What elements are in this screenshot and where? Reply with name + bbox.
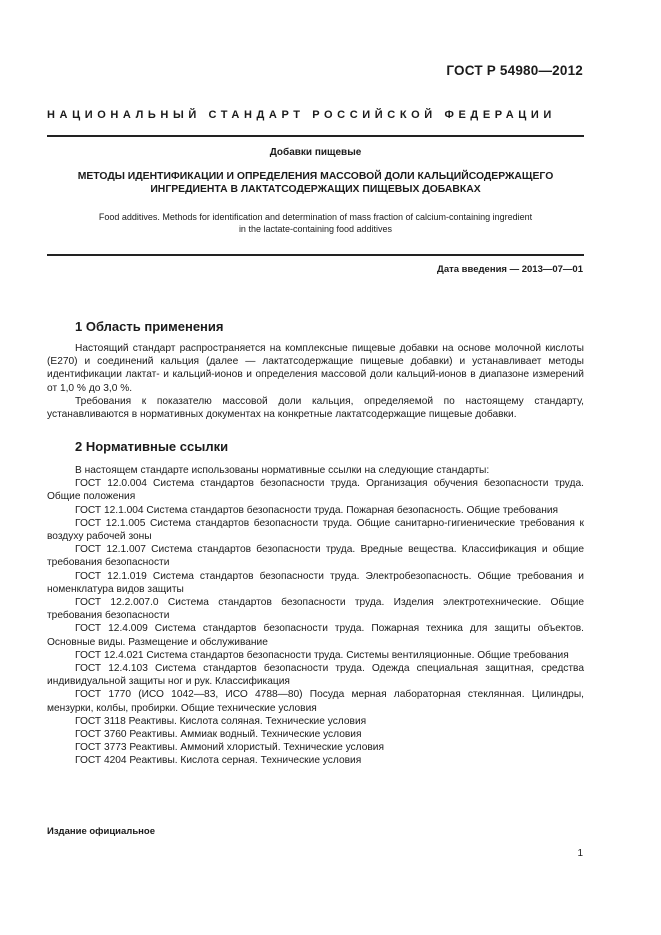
reference-item: ГОСТ 12.2.007.0 Система стандартов безопасности труда. Изделия электротехнические. Общие требования безопасности — [47, 597, 584, 622]
national-standard-banner: НАЦИОНАЛЬНЫЙ СТАНДАРТ РОССИЙСКОЙ ФЕДЕРАЦИИ — [47, 109, 556, 121]
official-edition-note: Издание официальное — [47, 826, 155, 837]
title-english-line-1: Food additives. Methods for identification and determination of mass fraction of calcium-containing ingredient — [98, 212, 533, 222]
reference-item: ГОСТ 12.1.019 Система стандартов безопасности труда. Электробезопасность. Общие требования и номенклатура видов защиты — [47, 570, 584, 595]
section-1-body — [47, 342, 584, 421]
title-english — [47, 211, 584, 235]
title-english-line-2: in the lactate-containing food additives — [238, 224, 393, 234]
section-2-heading: 2 Нормативные ссылки — [75, 439, 229, 454]
page-number: 1 — [577, 848, 583, 859]
document-code: ГОСТ Р 54980—2012 — [446, 63, 583, 78]
reference-item: ГОСТ 12.4.009 Система стандартов безопасности труда. Пожарная техника для защиты объектов. Основные виды. Размещение и обслуживание — [47, 623, 584, 648]
title-russian-line-1: МЕТОДЫ ИДЕНТИФИКАЦИИ И ОПРЕДЕЛЕНИЯ МАССОВОЙ ДОЛИ КАЛЬЦИЙСОДЕРЖАЩЕГО — [77, 171, 554, 182]
reference-item: ГОСТ 12.4.021 Система стандартов безопасности труда. Системы вентиляционные. Общие требования — [75, 649, 569, 661]
reference-item: ГОСТ 12.0.004 Система стандартов безопасности труда. Организация обучения безопасности труда. Общие положения — [47, 478, 584, 503]
reference-item: ГОСТ 12.1.004 Система стандартов безопасности труда. Пожарная безопасность. Общие требования — [75, 504, 559, 516]
section-1-paragraph-1: Настоящий стандарт распространяется на комплексные пищевые добавки на основе молочной кислоты (Е270) и соединений кальция (далее — лактатсодержащие пищевые добавки) и устанавливает методы идентификации лактат- и кальций-ионов и определения массовой доли кальций-ионов в диапазоне измерений от 1,0 % до 3,0 %. — [47, 343, 584, 394]
standard-category: Добавки пищевые — [269, 147, 362, 158]
reference-item: ГОСТ 12.1.005 Система стандартов безопасности труда. Общие санитарно-гигиенические требования к воздуху рабочей зоны — [47, 517, 584, 543]
reference-item: ГОСТ 4204 Реактивы. Кислота серная. Технические условия — [75, 755, 362, 767]
title-rule — [47, 254, 584, 256]
section-2-intro: В настоящем стандарте использованы нормативные ссылки на следующие стандарты: — [75, 465, 490, 476]
introduction-date: Дата введения — 2013—07—01 — [437, 264, 583, 275]
top-rule — [47, 135, 584, 137]
reference-item: ГОСТ 1770 (ИСО 1042—83, ИСО 4788—80) Посуда мерная лабораторная стеклянная. Цилиндры, мензурки, колбы, пробирки. Общие технические условия — [47, 689, 584, 714]
reference-item: ГОСТ 3773 Реактивы. Аммоний хлористый. Технические условия — [75, 742, 384, 754]
reference-item: ГОСТ 12.4.103 Система стандартов безопасности труда. Одежда специальная защитная, средства индивидуальной защиты ног и рук. Классификация — [47, 663, 584, 688]
title-russian-line-2: ИНГРЕДИЕНТА В ЛАКТАТСОДЕРЖАЩИХ ПИЩЕВЫХ ДОБАВКАХ — [150, 184, 481, 195]
reference-item: ГОСТ 3760 Реактивы. Аммиак водный. Технические условия — [75, 729, 362, 741]
section-1-heading: 1 Область применения — [75, 319, 224, 334]
section-1-paragraph-2: Требования к показателю массовой доли кальция, определяемой по настоящему стандарту, устанавливаются в нормативных документах на конкретные лактатсодержащие пищевые добавки. — [47, 395, 584, 421]
section-2-body — [47, 464, 584, 768]
title-russian — [47, 170, 584, 196]
reference-item: ГОСТ 12.1.007 Система стандартов безопасности труда. Вредные вещества. Классификация и общие требования безопасности — [47, 544, 584, 569]
reference-item: ГОСТ 3118 Реактивы. Кислота соляная. Технические условия — [75, 715, 367, 727]
